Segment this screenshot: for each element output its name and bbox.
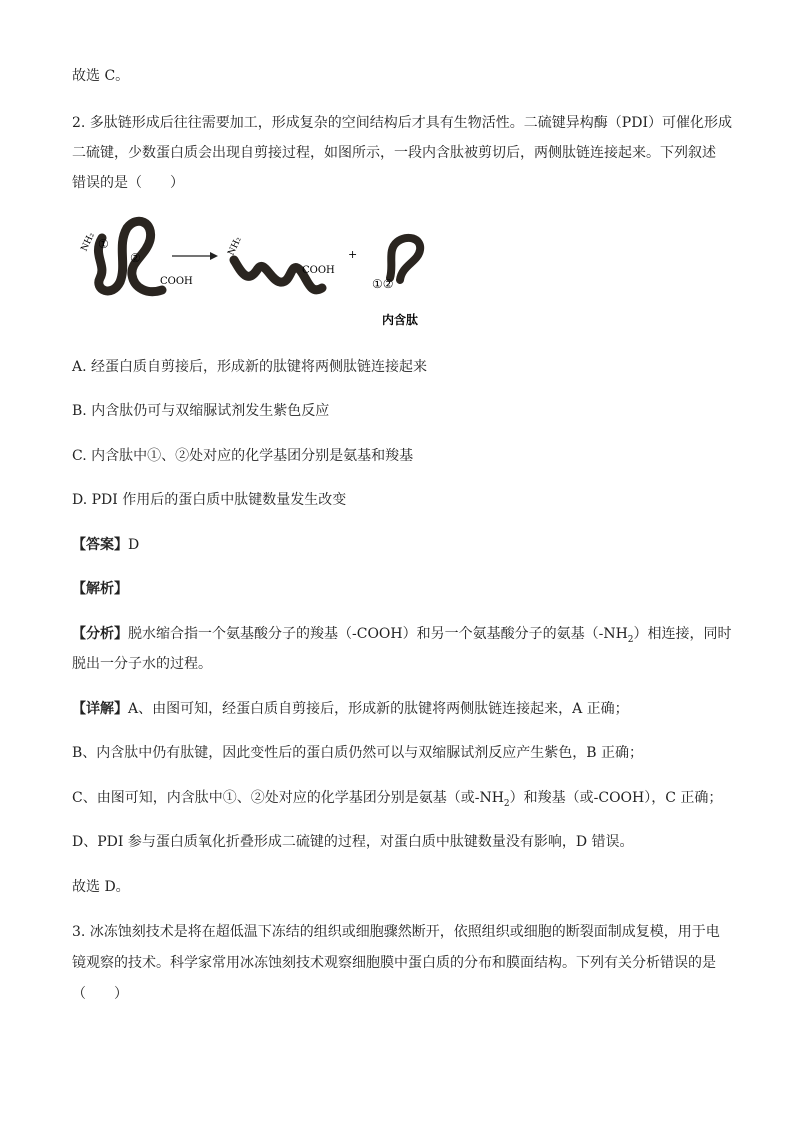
fenxi-line-1 [72,624,732,650]
reaction-arrow [172,252,218,260]
detail-label: 【详解】 [72,701,128,717]
q3-stem-line-3: （ ） [72,986,128,1002]
option-a: A. 经蛋白质自剪接后，形成新的肽键将两侧肽链连接起来 [72,359,428,375]
q1-conclusion: 故选 C。 [72,68,130,84]
q2-conclusion: 故选 D。 [72,879,130,895]
fenxi-label: 【分析】 [72,626,128,642]
protein-splicing-figure [72,210,452,335]
nh2-label-left: NH₂ [79,231,97,254]
fenxi-line-2: 脱出一分子水的过程。 [72,656,212,672]
answer-label: 【答案】 [72,537,128,553]
option-b: B. 内含肽仍可与双缩脲试剂发生紫色反应 [72,403,330,419]
detail-a-text: A、由图可知，经蛋白质自剪接后，形成新的肽键将两侧肽链连接起来，A 正确； [128,701,629,717]
cooh-label-mid: COOH [302,265,335,276]
detail-a [72,699,629,719]
option-c: C. 内含肽中①、②处对应的化学基团分别是氨基和羧基 [72,448,414,464]
nh2-label-mid: NH₂ [226,235,244,258]
q3-stem-line-2: 镜观察的技术。科学家常用冰冻蚀刻技术观察细胞膜中蛋白质的分布和膜面结构。下列有关分析错误的是 [72,955,716,971]
q2-stem-line-3: 错误的是（ ） [72,175,184,191]
fenxi-subscript: 2 [627,634,634,645]
option-d: D. PDI 作用后的蛋白质中肽键数量发生改变 [72,492,347,508]
site-2-label: ② [130,251,141,265]
detail-c-text-a: C、由图可知，内含肽中①、②处对应的化学基团分别是氨基（或-NH [72,790,504,806]
detail-c-subscript: 2 [503,798,510,809]
fenxi-text-b: ）相连接，同时 [633,626,732,642]
detail-c-text-b: ）和羧基（或-COOH），C 正确； [509,790,723,806]
site-1-label: ① [98,237,109,251]
analysis-title: 【解析】 [72,581,128,597]
detail-b: B、内含肽中仍有肽键，因此变性后的蛋白质仍然可以与双缩脲试剂反应产生紫色，B 正确； [72,745,644,761]
answer-value: D [128,537,140,553]
detail-c [72,788,722,814]
intein-label: 内含肽 [382,313,419,327]
plus-sign: + [348,248,358,261]
cooh-label-left: COOH [160,276,193,287]
q2-stem-line-1: 2. 多肽链形成后往往需要加工，形成复杂的空间结构后才具有生物活性。二硫键异构酶（PDI）可催化形成 [72,115,732,131]
intein-site-labels: ①② [372,277,394,291]
answer-line [72,535,139,555]
fenxi-text-a: 脱水缩合指一个氨基酸分子的羧基（-COOH）和另一个氨基酸分子的氨基（-NH [128,626,628,642]
detail-d: D、PDI 参与蛋白质氧化折叠形成二硫键的过程，对蛋白质中肽键数量没有影响，D 错误。 [72,834,634,850]
intein-chain [390,238,420,280]
q3-stem-line-1: 3. 冰冻蚀刻技术是将在超低温下冻结的组织或细胞骤然断开，依照组织或细胞的断裂面制成复模，用于电 [72,924,720,940]
q2-stem-line-2: 二硫键，少数蛋白质会出现自剪接过程，如图所示，一段内含肽被剪切后，两侧肽链连接起来。下列叙述 [72,145,716,161]
